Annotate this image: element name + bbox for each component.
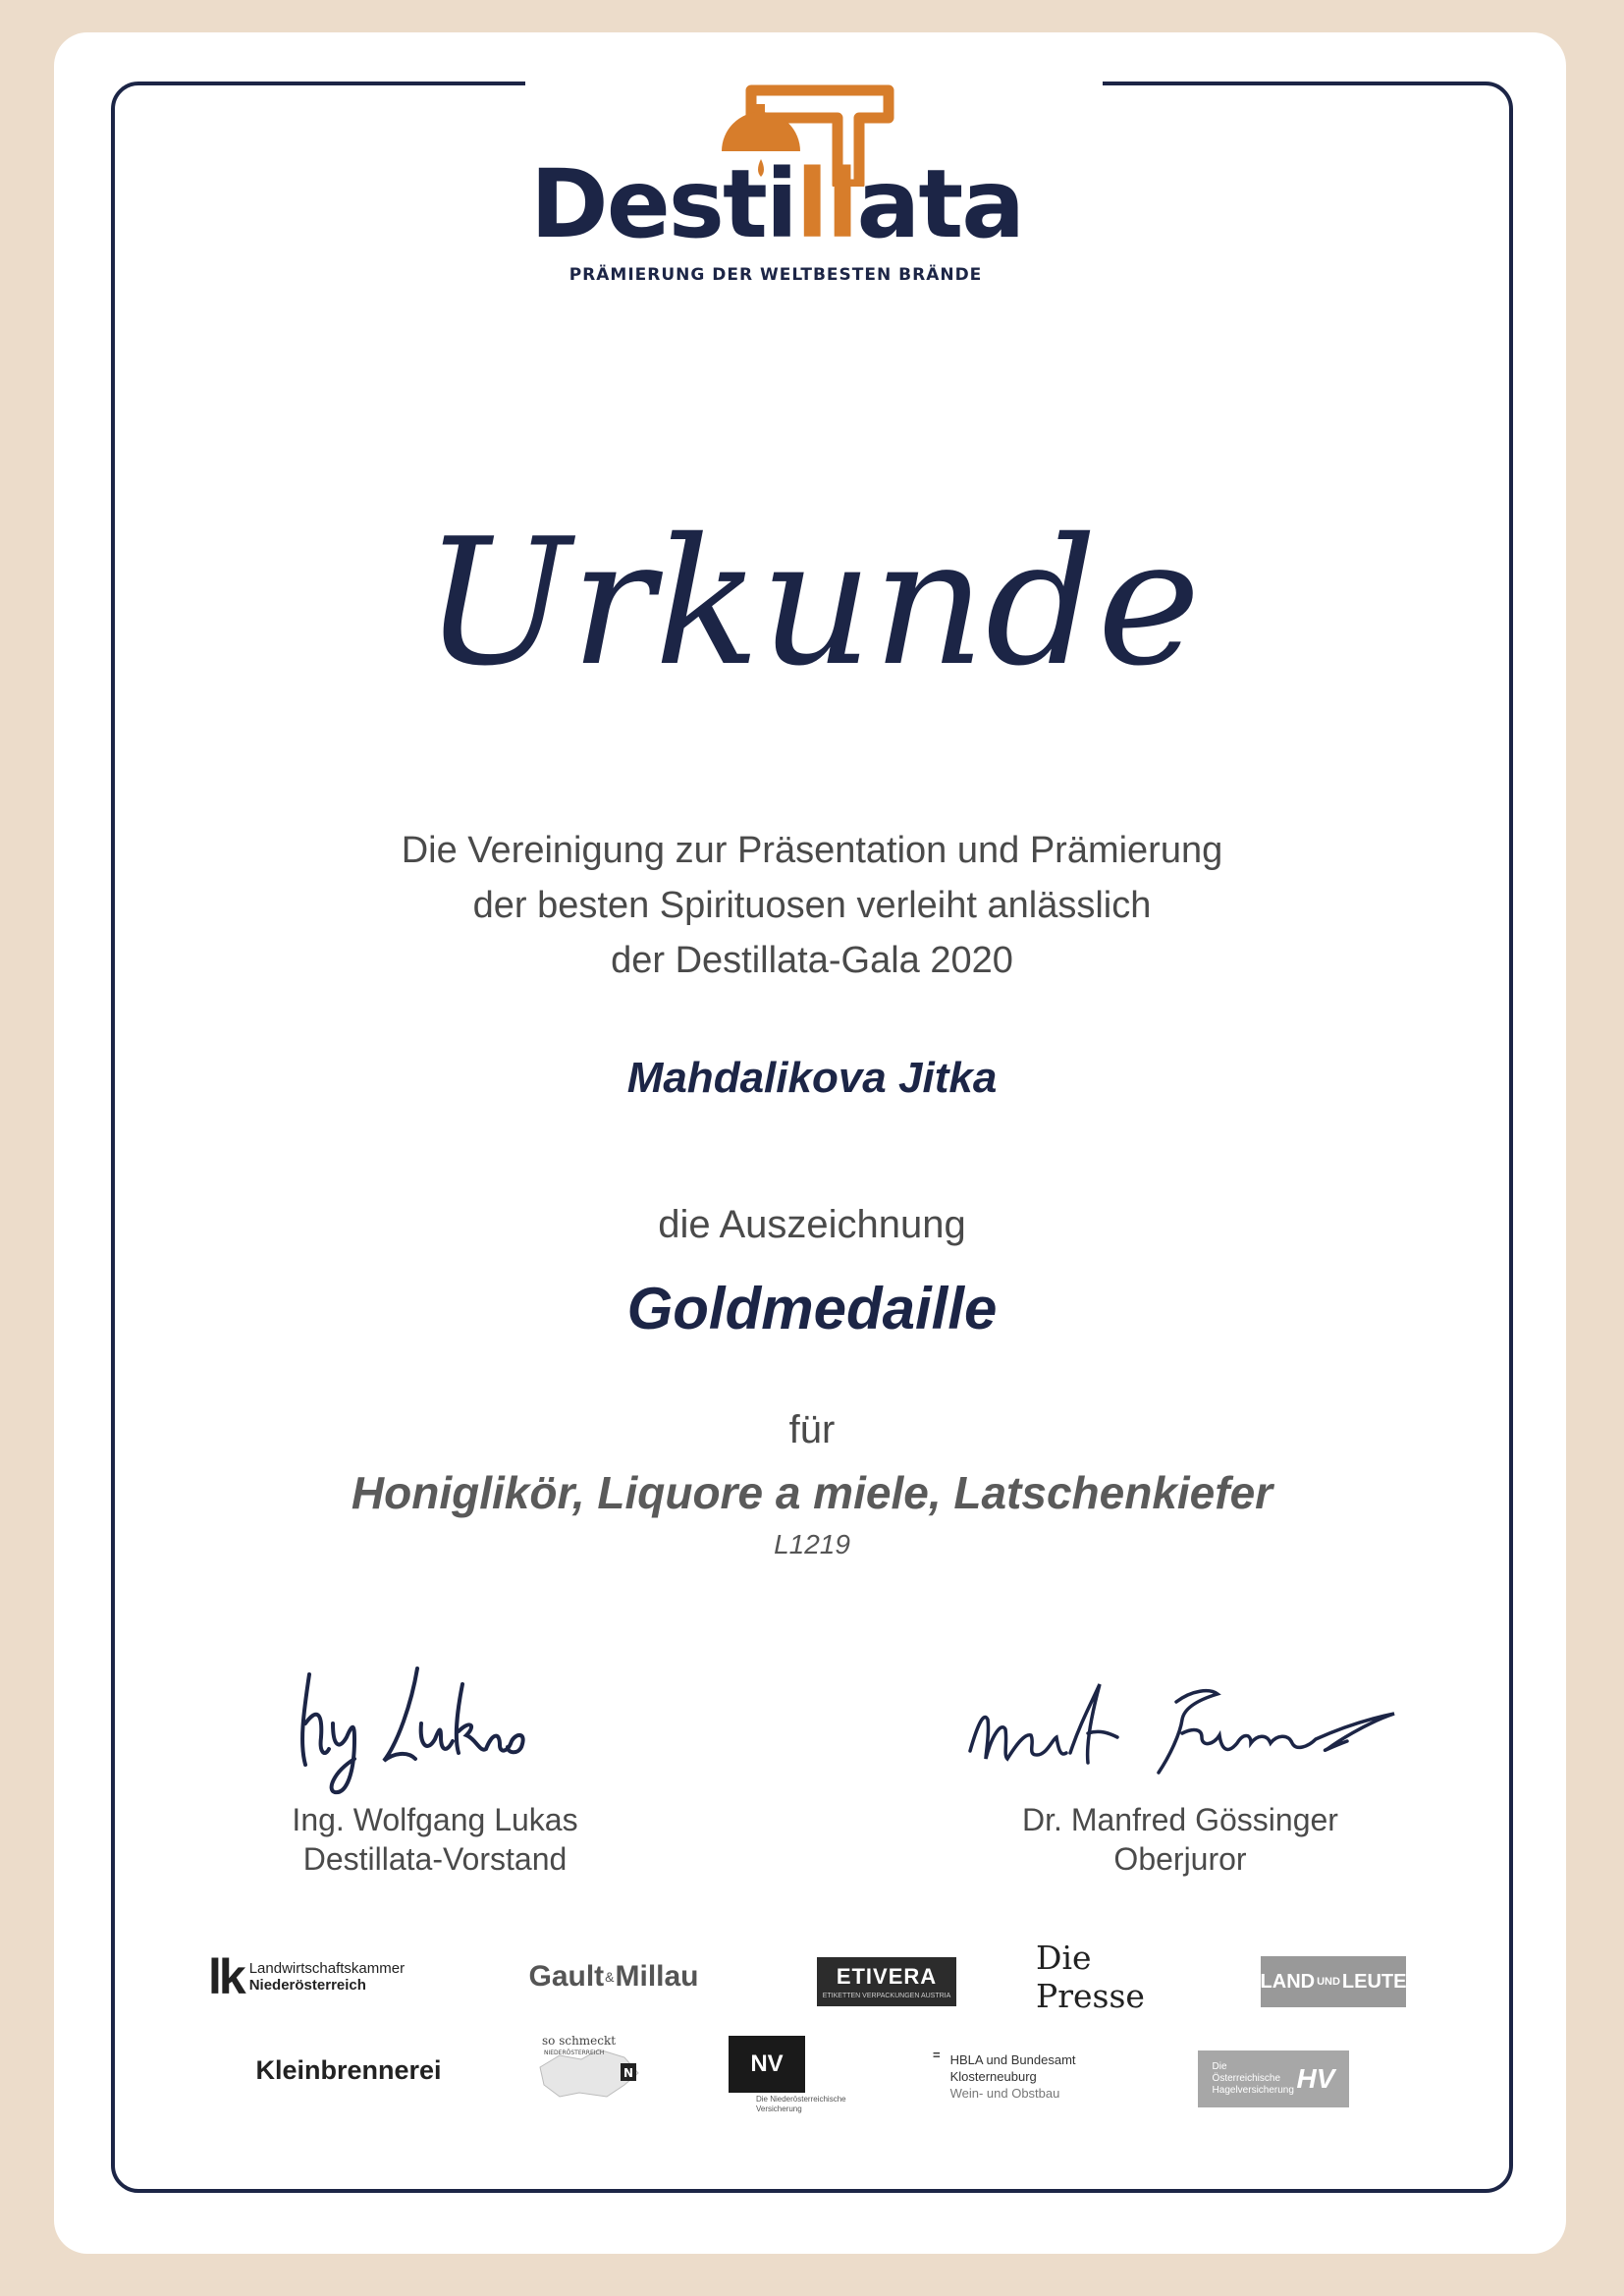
logo-wordmark: Destillata	[530, 149, 1023, 259]
hbla-line-1: HBLA und Bundesamt	[949, 2051, 1076, 2067]
hagel-text: Die Österreichische Hagelversicherung	[1212, 2061, 1294, 2096]
lul-left: LAND	[1260, 1970, 1316, 1993]
sponsor-nv-logo: NV	[729, 2036, 805, 2093]
etivera-subline: ETIKETTEN VERPACKUNGEN AUSTRIA	[822, 1993, 951, 1999]
lk-mark: lk	[208, 1948, 244, 2004]
hbla-line-3: Wein- und Obstbau	[949, 2085, 1060, 2101]
gault-millau-amp: &	[605, 1968, 615, 1985]
hbla-mark-icon: =	[933, 2048, 941, 2062]
hagel-mark: HV	[1296, 2063, 1335, 2094]
award-label: die Auszeichnung	[658, 1203, 966, 1246]
signatory-1-caption	[189, 1800, 680, 1879]
lk-line-2: Niederösterreich	[248, 1976, 366, 1994]
gault-millau-part-1: Gault	[528, 1959, 605, 1993]
recipient-name: Mahdalikova Jitka	[626, 1054, 998, 1102]
so-schmeckt-badge: N	[623, 2066, 634, 2080]
product-name: Honiglikör, Liquore a miele, Latschenkiefer	[351, 1467, 1273, 1518]
gault-millau-part-2: Millau	[615, 1959, 699, 1993]
lk-line-1: Landwirtschaftskammer	[248, 1959, 406, 1977]
lot-number: L1219	[774, 1529, 850, 1559]
so-schmeckt-line-2: NIEDERÖSTERREICH	[544, 2050, 605, 2056]
sponsor-hagelversicherung-logo	[1198, 2050, 1349, 2107]
so-schmeckt-line-1: so schmeckt	[542, 2034, 617, 2048]
signatory-2-caption	[935, 1800, 1426, 1879]
intro-line-3: der Destillata-Gala 2020	[611, 940, 1013, 981]
for-label: für	[788, 1408, 836, 1451]
hbla-text	[950, 2051, 1076, 2102]
hbla-line-2: Klosterneuburg	[949, 2068, 1037, 2084]
logo-tagline: PRÄMIERUNG DER WELTBESTEN BRÄNDE	[568, 265, 983, 285]
sponsor-so-schmeckt-logo	[530, 2028, 648, 2102]
lul-mid: UND	[1317, 1976, 1340, 1988]
etivera-name: ETIVERA	[836, 1964, 938, 1989]
sponsor-die-presse-logo: Die Presse	[1036, 1939, 1145, 2015]
intro-line-2: der besten Spirituosen verleiht anlässlich	[472, 885, 1152, 926]
nv-caption: Die Niederösterreichische Versicherung	[756, 2095, 846, 2113]
sponsor-etivera-logo	[817, 1957, 956, 2006]
sponsor-gault-millau-logo	[515, 1954, 712, 1998]
lul-right: LEUTE	[1341, 1970, 1407, 1993]
certificate-title: Urkunde	[423, 501, 1201, 704]
sponsor-kleinbrennerei-logo: Kleinbrennerei	[255, 2054, 442, 2085]
sponsor-hbla-logo	[933, 2047, 1119, 2105]
signatory-1-name: Ing. Wolfgang Lukas	[292, 1802, 578, 1837]
sponsor-land-und-leute-logo	[1261, 1956, 1406, 2007]
award-title: Goldmedaille	[626, 1276, 998, 1341]
signatory-2-role: Oberjuror	[1113, 1841, 1247, 1877]
logo-wordmark-accent: ll	[795, 149, 857, 259]
sponsor-landwirtschaftskammer-logo	[208, 1949, 434, 2003]
intro-text	[0, 823, 1624, 988]
signatory-2-name: Dr. Manfred Gössinger	[1022, 1802, 1338, 1837]
signature-lukas	[290, 1655, 545, 1802]
intro-line-1: Die Vereinigung zur Präsentation und Prämierung	[401, 830, 1223, 871]
lk-text	[249, 1960, 405, 1994]
signature-goessinger	[962, 1665, 1404, 1792]
signatory-1-role: Destillata-Vorstand	[302, 1841, 568, 1877]
